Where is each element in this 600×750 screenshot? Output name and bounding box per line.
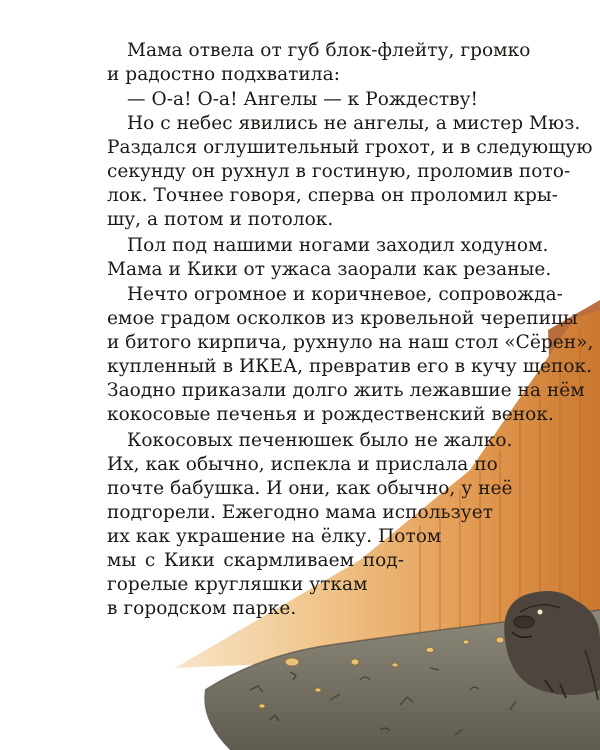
text-line: подгорели. Ежегодно мама использует [107, 502, 493, 523]
text-line: Мама отвела от губ блок-флейту, громко [127, 40, 531, 61]
text-line: шу, а потом и потолок. [107, 209, 334, 230]
text-line: и радостно подхватила: [107, 64, 340, 85]
text-line: Пол под нашими ногами заходил ходуном. [127, 235, 549, 256]
text-line: Но с небес явились не ангелы, а мистер Мюз. [127, 113, 581, 134]
text-line: мы с Кики скармливаем под- [107, 550, 404, 571]
text-line: кокосовые печенья и рождественский венок. [107, 404, 554, 425]
text-line: — О-а! О-а! Ангелы — к Рождеству! [127, 89, 478, 110]
text-line: Раздался оглушительный грохот, и в следующую [107, 137, 593, 158]
text-line: горелые кругляшки уткам [107, 574, 368, 595]
text-line: их как украшение на ёлку. Потом [107, 526, 442, 547]
text-line: Нечто огромное и коричневое, сопровожда- [127, 284, 563, 305]
text-line: почте бабушка. И они, как обычно, у неё [107, 478, 513, 499]
text-line: Мама и Кики от ужаса заорали как резаные. [107, 259, 552, 280]
text-line: Их, как обычно, испекла и прислала по [107, 454, 498, 475]
text-line: секунду он рухнул в гостиную, проломив пото- [107, 161, 571, 182]
text-line: в городском парке. [107, 598, 297, 619]
text-line: лок. Точнее говоря, сперва он проломил кры- [107, 185, 558, 206]
text-line: купленный в ИКЕА, превратив его в кучу щепок. [107, 356, 593, 377]
text-line: и битого кирпича, рухнуло на наш стол «Сёрен», [107, 332, 594, 353]
text-line: Кокосовых печенюшек было не жалко. [127, 430, 513, 451]
text-line: емое градом осколков из кровельной черепицы [107, 308, 578, 329]
text-line: Заодно приказали долго жить лежавшие на нём [107, 380, 585, 401]
